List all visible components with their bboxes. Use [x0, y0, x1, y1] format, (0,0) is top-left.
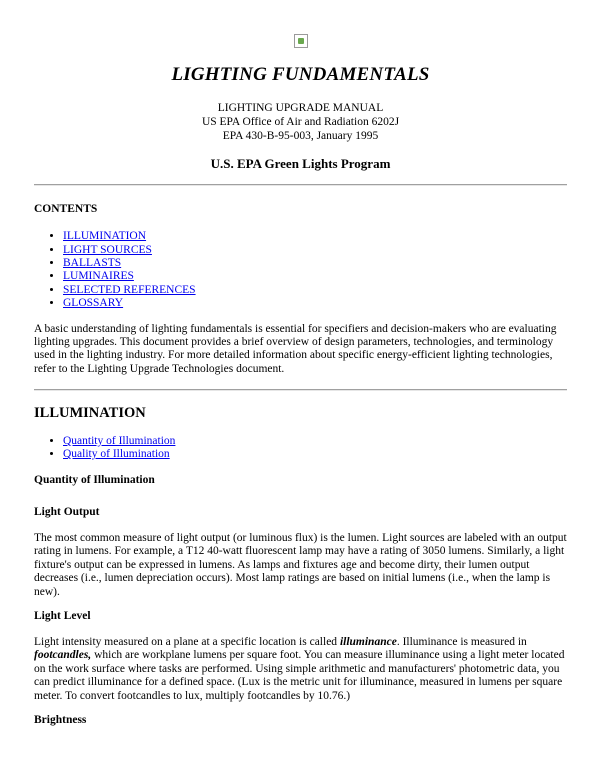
contents-link-luminaires[interactable]: LUMINAIRES [63, 270, 134, 283]
link-quality-of-illumination[interactable]: Quality of Illumination [63, 448, 170, 461]
light-output-paragraph: The most common measure of light output (or luminous flux) is the lumen. Light sources are labeled with an output rating in lumens. For example, a T12 40-watt fluorescent lamp may have a rating of 3050 lumens. Similarly, a light fixture's output can be expressed in lumens. As lamps and fixtures age and become dirty, their lumen output decreases (i.e., lumen depreciation occurs). Most lamp ratings are based on initial lumens (i.e., when the lamp is new). [34, 532, 567, 598]
contents-link-illumination[interactable]: ILLUMINATION [63, 230, 147, 243]
text-run: Light intensity measured on a plane at a specific location is called [34, 635, 340, 648]
list-item [63, 230, 567, 243]
term-illuminance: illuminance [339, 635, 397, 648]
document-page [34, 34, 567, 728]
term-footcandles: footcandles, [34, 649, 92, 662]
program-heading: U.S. EPA Green Lights Program [210, 155, 391, 171]
contents-list [34, 230, 567, 310]
subheading-light-output: Light Output [34, 506, 100, 519]
subtitle-line: LIGHTING UPGRADE MANUAL [217, 101, 384, 114]
intro-paragraph: A basic understanding of lighting fundamentals is essential for specifiers and decision-makers who are evaluating lighting upgrades. This document provides a brief overview of design parameters, technologies, and terminology used in the lighting industry. For more detailed information about specific energy-efficient lighting technologies, refer to the Lighting Upgrade Technologies document. [34, 322, 557, 375]
list-item [63, 270, 567, 283]
contents-link-light-sources[interactable]: LIGHT SOURCES [63, 243, 152, 256]
light-level-paragraph [34, 636, 567, 703]
page-title: LIGHTING FUNDAMENTALS [171, 64, 430, 85]
list-item [63, 244, 567, 257]
contents-link-glossary[interactable]: GLOSSARY [63, 297, 124, 310]
list-item [63, 297, 567, 310]
broken-image-icon [294, 34, 308, 48]
illumination-subsection-list [34, 435, 567, 462]
document-subtitle [34, 101, 567, 143]
text-run: which are workplane lumens per square foot. You can measure illuminance using a light meter located on the work surface where tasks are performed. Using simple arithmetic and manufacturers' photometric data, you can predict illuminance for a defined space. (Lux is the metric unit for illuminance, measured in lumens per square meter. To convert footcandles to lux, multiply footcandles by 10.76.) [34, 649, 565, 702]
list-item [63, 257, 567, 270]
subtitle-line: US EPA Office of Air and Radiation 6202J [201, 115, 400, 128]
subsection-heading-quantity: Quantity of Illumination [34, 474, 155, 487]
divider [34, 389, 567, 391]
divider [34, 184, 567, 186]
contents-link-selected-references[interactable]: SELECTED REFERENCES [63, 283, 196, 296]
subheading-light-level: Light Level [34, 610, 91, 623]
list-item [63, 435, 567, 448]
subheading-brightness: Brightness [34, 713, 87, 726]
list-item [63, 284, 567, 297]
list-item [63, 448, 567, 461]
subtitle-line: EPA 430-B-95-003, January 1995 [222, 129, 379, 142]
contents-heading: CONTENTS [34, 203, 98, 216]
link-quantity-of-illumination[interactable]: Quantity of Illumination [63, 434, 176, 447]
section-heading-illumination: ILLUMINATION [34, 405, 146, 422]
contents-link-ballasts[interactable]: BALLASTS [63, 257, 122, 269]
text-run: . Illuminance is measured in [396, 635, 527, 648]
